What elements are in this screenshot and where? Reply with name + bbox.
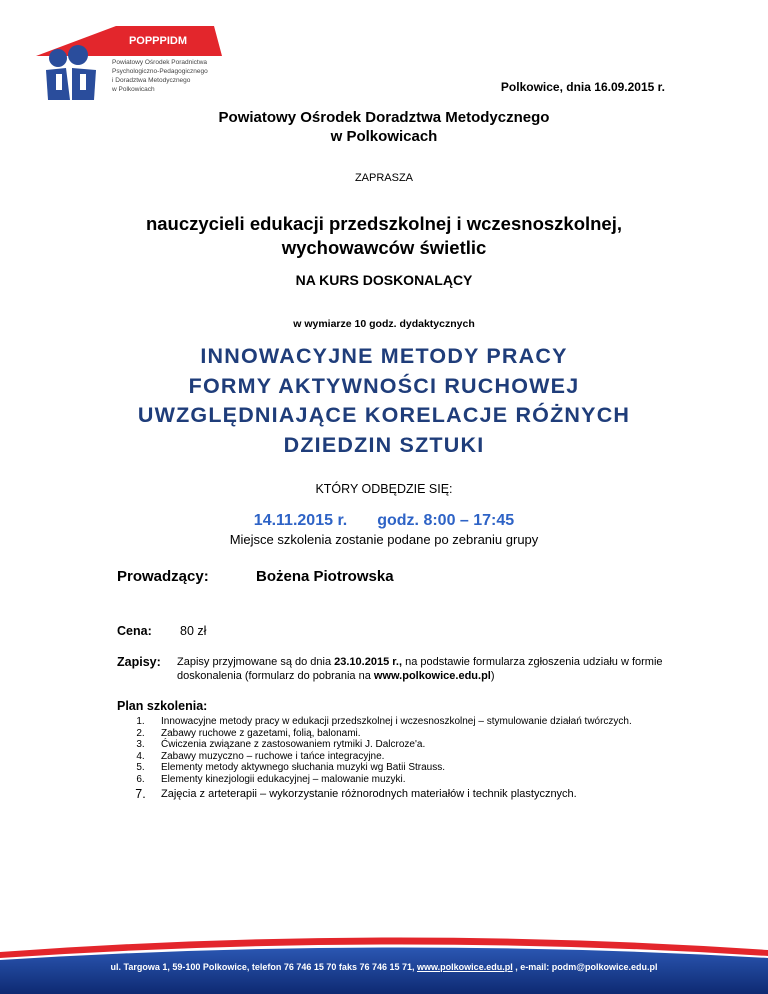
logo-caption: Powiatowy Ośrodek Poradnictwa Psychologiczno-Pedagogicznego i Doradztwa Metodycznego w Polkowicach: [112, 59, 208, 93]
plan-item: 7. Zajęcia z arteterapii – wykorzystanie różnorodnych materiałów i technik plastycznych.: [135, 786, 577, 801]
schedule: [0, 512, 768, 530]
plan-item: 3. Ćwiczenia związane z zastosowaniem rytmiki J. Dalcroze'a.: [136, 739, 426, 751]
organizer-name: Powiatowy Ośrodek Doradztwa Metodycznego w Polkowicach: [218, 109, 550, 145]
logo: [36, 22, 226, 102]
course-title-line: FORMY AKTYWNOŚCI RUCHOWEJ: [188, 373, 580, 398]
plan-label: Plan szkolenia:: [117, 699, 208, 713]
venue-note: Miejsce szkolenia zostanie podane po zebraniu grupy: [229, 532, 539, 547]
plan-item: 2. Zabawy ruchowe z gazetami, folią, balonami.: [136, 727, 361, 739]
date-line: Polkowice, dnia 16.09.2015 r.: [500, 80, 665, 94]
course-title-line: UWZGLĘDNIAJĄCE KORELACJE RÓŻNYCH: [137, 403, 631, 427]
invites-label: ZAPRASZA: [354, 172, 414, 184]
logo-head-left-icon: [49, 49, 67, 67]
trainer-name: Bożena Piotrowska: [256, 568, 394, 585]
price-value: 80 zł: [180, 624, 207, 638]
plan-item: 5. Elementy metody aktywnego słuchania muzyki wg Batii Strauss.: [136, 762, 446, 774]
plan-item: 1. Innowacyjne metody pracy w edukacji przedszkolnej i wczesnoszkolnej – stymulowanie działań twórczych.: [136, 716, 632, 727]
registration-label: Zapisy:: [117, 655, 161, 669]
plan-item: 4. Zabawy muzyczno – ruchowe i tańce integracyjne.: [136, 750, 385, 762]
price-label: Cena:: [117, 624, 152, 638]
registration-text: Zapisy przyjmowane są do dnia 23.10.2015 r., na podstawie formularza zgłoszenia udziału w formie doskonalenia (formularz do pobrania na www.polkowice.edu.pl): [177, 656, 663, 682]
course-title-line: DZIEDZIN SZTUKI: [283, 432, 485, 457]
schedule-date: 14.11.2015 r.: [253, 512, 348, 529]
plan-list: [120, 716, 680, 801]
plan-item: 6. Elementy kinezjologii edukacyjnej – malowanie muzyki.: [136, 773, 406, 785]
course-title: [0, 342, 768, 460]
schedule-intro: KTÓRY ODBĘDZIE SIĘ:: [315, 482, 453, 496]
course-title-line: INNOWACYJNE METODY PRACY: [200, 344, 568, 368]
registration-site-link[interactable]: www.polkowice.edu.pl: [373, 670, 491, 682]
footer-email: , e-mail: podm@polkowice.edu.pl: [512, 962, 658, 972]
logo-acronym: POPPPIDM: [128, 35, 188, 47]
footer-contact: ul. Targowa 1, 59-100 Polkowice, telefon 76 746 15 70 faks 76 746 15 71, www.polkowice.edu.pl , e-mail: podm@polkowice.edu.pl: [110, 962, 658, 972]
audience: nauczycieli edukacji przedszkolnej i wczesnoszkolnej, wychowawców świetlic: [145, 213, 623, 258]
footer-website-link[interactable]: www.polkowice.edu.pl: [417, 962, 513, 972]
course-type: NA KURS DOSKONALĄCY: [295, 272, 473, 288]
course-hours: w wymiarze 10 godz. dydaktycznych: [293, 318, 475, 330]
schedule-time: godz. 8:00 – 17:45: [377, 512, 515, 529]
logo-head-right-icon: [68, 45, 88, 65]
trainer-label: Prowadzący:: [117, 568, 209, 585]
registration-deadline: 23.10.2015 r.,: [334, 656, 403, 668]
